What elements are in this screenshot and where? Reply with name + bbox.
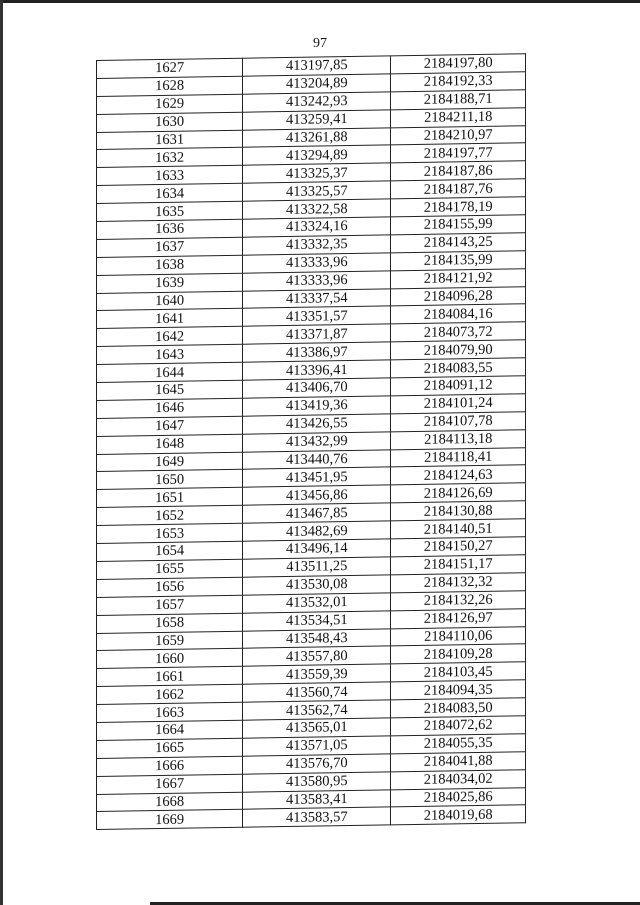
point-number-cell: 1667 (97, 774, 243, 794)
x-coordinate-cell: 413576,70 (243, 754, 391, 774)
y-coordinate-cell: 2184132,32 (391, 573, 526, 593)
x-coordinate-cell: 413559,39 (243, 664, 391, 684)
point-number-cell: 1657 (97, 595, 243, 615)
point-number-cell: 1666 (97, 756, 243, 776)
point-number-cell: 1660 (97, 649, 243, 669)
y-coordinate-cell: 2184132,26 (391, 590, 526, 610)
point-number-cell: 1634 (97, 183, 243, 203)
y-coordinate-cell: 2184072,62 (391, 716, 526, 736)
x-coordinate-cell: 413548,43 (243, 628, 391, 648)
x-coordinate-cell: 413456,86 (243, 485, 391, 505)
y-coordinate-cell: 2184101,24 (391, 394, 526, 414)
point-number-cell: 1650 (97, 470, 243, 490)
point-number-cell: 1636 (97, 219, 243, 239)
y-coordinate-cell: 2184211,18 (391, 107, 526, 127)
x-coordinate-cell: 413351,57 (243, 306, 391, 326)
point-number-cell: 1631 (97, 130, 243, 150)
scan-edge-left (0, 0, 3, 905)
point-number-cell: 1644 (97, 362, 243, 382)
y-coordinate-cell: 2184113,18 (391, 429, 526, 449)
point-number-cell: 1633 (97, 166, 243, 186)
y-coordinate-cell: 2184109,28 (391, 644, 526, 664)
x-coordinate-cell: 413386,97 (243, 342, 391, 362)
point-number-cell: 1630 (97, 112, 243, 132)
y-coordinate-cell: 2184121,92 (391, 268, 526, 288)
point-number-cell: 1645 (97, 380, 243, 400)
point-number-cell: 1628 (97, 76, 243, 96)
x-coordinate-cell: 413406,70 (243, 378, 391, 398)
y-coordinate-cell: 2184096,28 (391, 286, 526, 306)
y-coordinate-cell: 2184124,63 (391, 465, 526, 485)
x-coordinate-cell: 413333,96 (243, 271, 391, 291)
x-coordinate-cell: 413482,69 (243, 521, 391, 541)
x-coordinate-cell: 413325,57 (243, 181, 391, 201)
x-coordinate-cell: 413562,74 (243, 700, 391, 720)
y-coordinate-cell: 2184034,02 (391, 769, 526, 789)
x-coordinate-cell: 413333,96 (243, 253, 391, 273)
x-coordinate-cell: 413259,41 (243, 110, 391, 130)
y-coordinate-cell: 2184188,71 (391, 90, 526, 110)
point-number-cell: 1664 (97, 720, 243, 740)
point-number-cell: 1646 (97, 398, 243, 418)
y-coordinate-cell: 2184192,33 (391, 72, 526, 92)
point-number-cell: 1656 (97, 577, 243, 597)
x-coordinate-cell: 413261,88 (243, 127, 391, 147)
x-coordinate-cell: 413511,25 (243, 557, 391, 577)
x-coordinate-cell: 413337,54 (243, 288, 391, 308)
coordinates-table (96, 53, 526, 830)
x-coordinate-cell: 413583,41 (243, 789, 391, 809)
y-coordinate-cell: 2184025,86 (391, 787, 526, 807)
point-number-cell: 1635 (97, 201, 243, 221)
x-coordinate-cell: 413496,14 (243, 539, 391, 559)
point-number-cell: 1662 (97, 684, 243, 704)
x-coordinate-cell: 413432,99 (243, 432, 391, 452)
point-number-cell: 1641 (97, 309, 243, 329)
x-coordinate-cell: 413426,55 (243, 414, 391, 434)
point-number-cell: 1663 (97, 702, 243, 722)
x-coordinate-cell: 413583,57 (243, 807, 391, 827)
y-coordinate-cell: 2184118,41 (391, 447, 526, 467)
y-coordinate-cell: 2184187,76 (391, 179, 526, 199)
y-coordinate-cell: 2184083,55 (391, 358, 526, 378)
coordinates-table-body (97, 54, 526, 830)
x-coordinate-cell: 413534,51 (243, 610, 391, 630)
point-number-cell: 1643 (97, 344, 243, 364)
point-number-cell: 1659 (97, 631, 243, 651)
x-coordinate-cell: 413371,87 (243, 324, 391, 344)
x-coordinate-cell: 413530,08 (243, 575, 391, 595)
point-number-cell: 1637 (97, 237, 243, 257)
y-coordinate-cell: 2184187,86 (391, 161, 526, 181)
point-number-cell: 1669 (97, 810, 243, 830)
x-coordinate-cell: 413440,76 (243, 449, 391, 469)
x-coordinate-cell: 413467,85 (243, 503, 391, 523)
y-coordinate-cell: 2184110,06 (391, 626, 526, 646)
point-number-cell: 1640 (97, 291, 243, 311)
point-number-cell: 1651 (97, 488, 243, 508)
y-coordinate-cell: 2184103,45 (391, 662, 526, 682)
y-coordinate-cell: 2184151,17 (391, 555, 526, 575)
y-coordinate-cell: 2184143,25 (391, 233, 526, 253)
point-number-cell: 1648 (97, 434, 243, 454)
x-coordinate-cell: 413571,05 (243, 736, 391, 756)
point-number-cell: 1638 (97, 255, 243, 275)
y-coordinate-cell: 2184055,35 (391, 734, 526, 754)
point-number-cell: 1668 (97, 792, 243, 812)
x-coordinate-cell: 413204,89 (243, 74, 391, 94)
y-coordinate-cell: 2184126,97 (391, 608, 526, 628)
point-number-cell: 1652 (97, 505, 243, 525)
point-number-cell: 1658 (97, 613, 243, 633)
x-coordinate-cell: 413322,58 (243, 199, 391, 219)
point-number-cell: 1655 (97, 559, 243, 579)
x-coordinate-cell: 413294,89 (243, 145, 391, 165)
x-coordinate-cell: 413419,36 (243, 396, 391, 416)
point-number-cell: 1647 (97, 416, 243, 436)
y-coordinate-cell: 2184130,88 (391, 501, 526, 521)
y-coordinate-cell: 2184150,27 (391, 537, 526, 557)
scan-edge-top (0, 0, 640, 3)
y-coordinate-cell: 2184210,97 (391, 125, 526, 145)
point-number-cell: 1665 (97, 738, 243, 758)
point-number-cell: 1654 (97, 541, 243, 561)
y-coordinate-cell: 2184126,69 (391, 483, 526, 503)
y-coordinate-cell: 2184094,35 (391, 680, 526, 700)
y-coordinate-cell: 2184135,99 (391, 251, 526, 271)
x-coordinate-cell: 413242,93 (243, 92, 391, 112)
x-coordinate-cell: 413451,95 (243, 467, 391, 487)
y-coordinate-cell: 2184073,72 (391, 322, 526, 342)
y-coordinate-cell: 2184079,90 (391, 340, 526, 360)
y-coordinate-cell: 2184155,99 (391, 215, 526, 235)
x-coordinate-cell: 413332,35 (243, 235, 391, 255)
x-coordinate-cell: 413324,16 (243, 217, 391, 237)
y-coordinate-cell: 2184041,88 (391, 751, 526, 771)
y-coordinate-cell: 2184140,51 (391, 519, 526, 539)
y-coordinate-cell: 2184083,50 (391, 698, 526, 718)
y-coordinate-cell: 2184107,78 (391, 412, 526, 432)
x-coordinate-cell: 413325,37 (243, 163, 391, 183)
x-coordinate-cell: 413197,85 (243, 56, 391, 76)
point-number-cell: 1639 (97, 273, 243, 293)
point-number-cell: 1629 (97, 94, 243, 114)
point-number-cell: 1642 (97, 327, 243, 347)
x-coordinate-cell: 413565,01 (243, 718, 391, 738)
point-number-cell: 1653 (97, 523, 243, 543)
point-number-cell: 1632 (97, 148, 243, 168)
x-coordinate-cell: 413532,01 (243, 593, 391, 613)
point-number-cell: 1661 (97, 666, 243, 686)
x-coordinate-cell: 413560,74 (243, 682, 391, 702)
x-coordinate-cell: 413396,41 (243, 360, 391, 380)
y-coordinate-cell: 2184197,77 (391, 143, 526, 163)
x-coordinate-cell: 413557,80 (243, 646, 391, 666)
y-coordinate-cell: 2184091,12 (391, 376, 526, 396)
point-number-cell: 1627 (97, 58, 243, 78)
y-coordinate-cell: 2184019,68 (391, 805, 526, 825)
page-number: 97 (313, 36, 327, 51)
y-coordinate-cell: 2184084,16 (391, 304, 526, 324)
y-coordinate-cell: 2184197,80 (391, 54, 526, 74)
x-coordinate-cell: 413580,95 (243, 771, 391, 791)
point-number-cell: 1649 (97, 452, 243, 472)
y-coordinate-cell: 2184178,19 (391, 197, 526, 217)
